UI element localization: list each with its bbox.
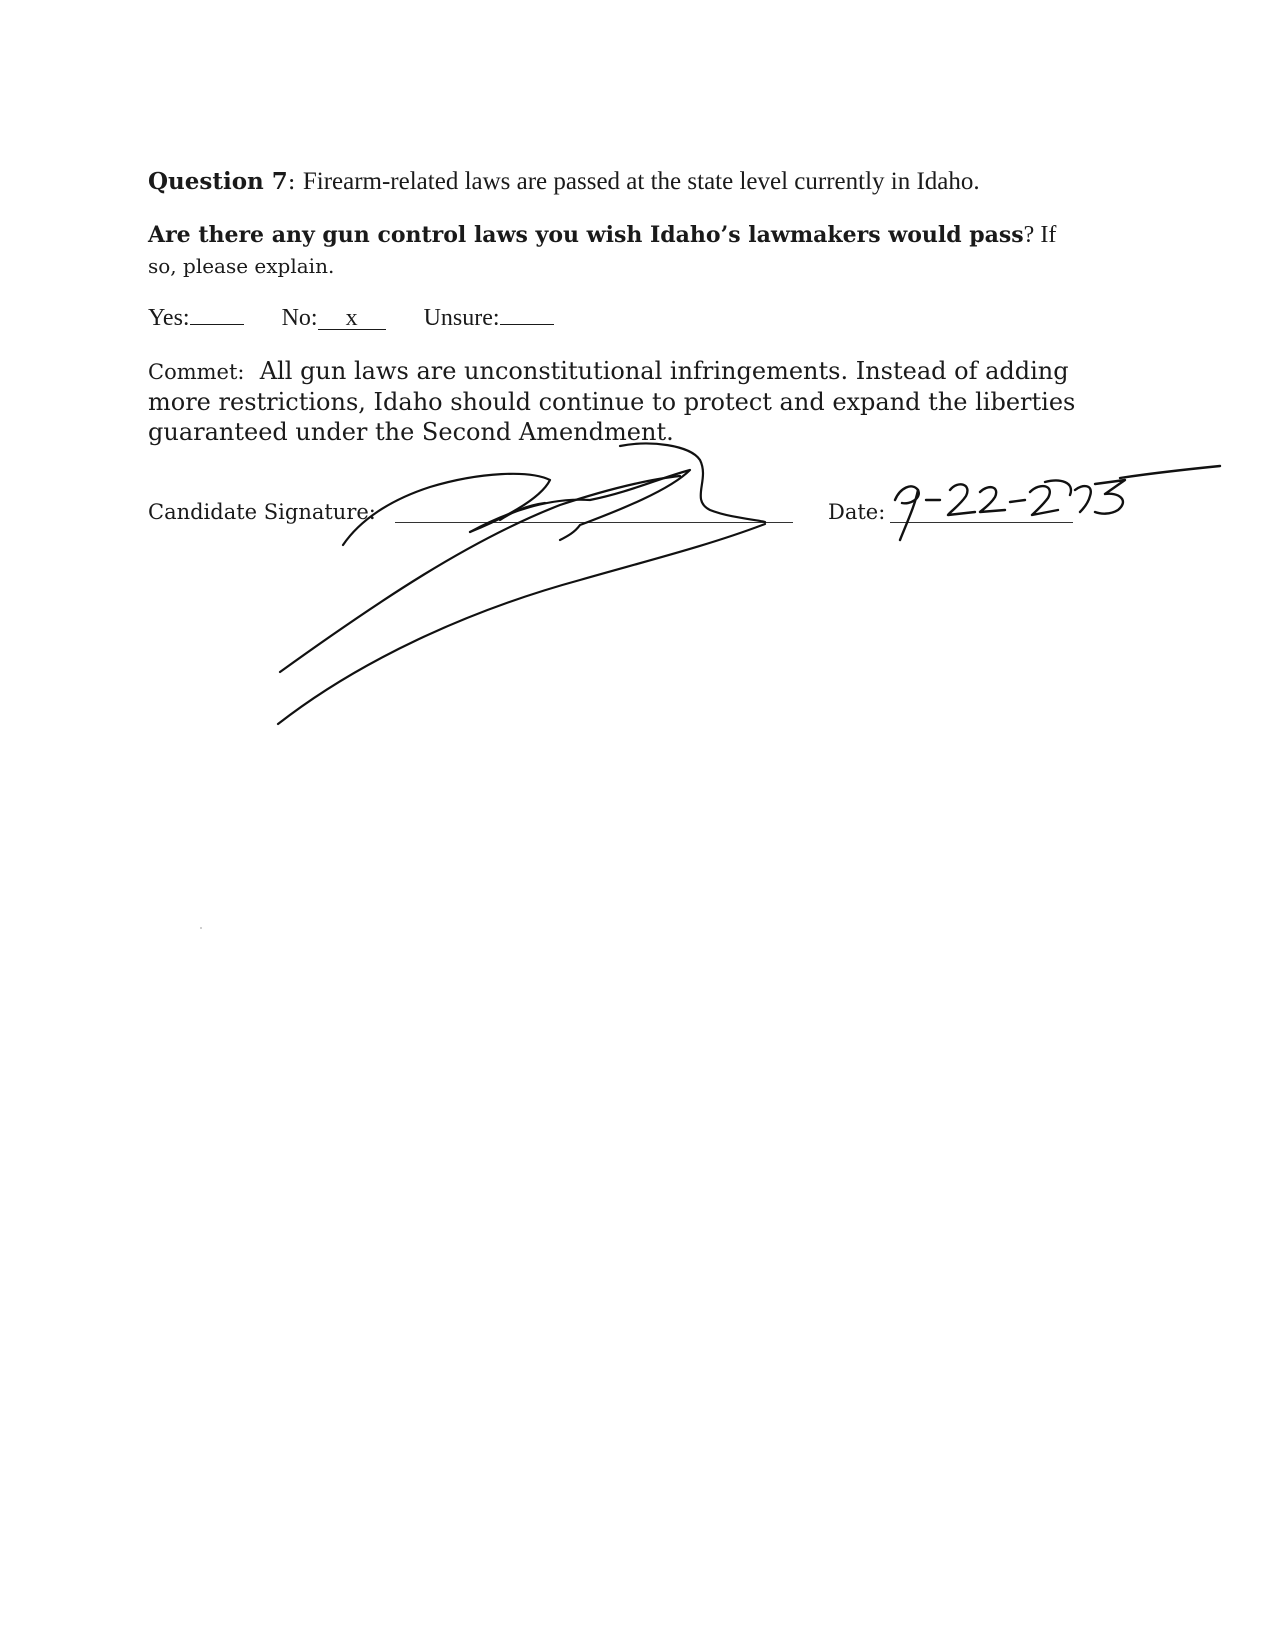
- comment-block: [148, 356, 1128, 447]
- answer-unsure-blank[interactable]: [500, 324, 554, 325]
- question-heading: [148, 168, 980, 196]
- question-prompt-bold: Are there any gun control laws you wish Idaho’s lawmakers would pass: [148, 222, 1024, 248]
- date-line[interactable]: [890, 522, 1073, 523]
- comment-text: All gun laws are unconstitutional infringements. Instead of adding more restrictions, Idaho should continue to protect and expand the liberties guaranteed under the Second Amendment.: [148, 357, 1076, 446]
- answer-options: [148, 305, 586, 332]
- answer-unsure-label: Unsure:: [423, 305, 500, 331]
- question-text: Firearm-related laws are passed at the state level currently in Idaho.: [302, 168, 980, 195]
- answer-yes: [148, 305, 244, 332]
- question-prompt: [148, 222, 1056, 249]
- signature-label: Candidate Signature:: [148, 500, 376, 524]
- question-separator: :: [287, 169, 303, 195]
- answer-yes-blank[interactable]: [190, 324, 244, 325]
- answer-no: [282, 305, 386, 332]
- question-label: Question 7: [148, 168, 288, 195]
- question-prompt-continuation: so, please explain.: [148, 254, 335, 278]
- comment-label: Commet:: [148, 360, 245, 384]
- scan-speck: [200, 927, 202, 929]
- answer-no-blank[interactable]: x: [318, 307, 386, 330]
- signature-line[interactable]: [395, 522, 793, 523]
- answer-yes-label: Yes:: [148, 305, 190, 331]
- date-label: Date:: [828, 500, 886, 524]
- question-prompt-rest: ? If: [1023, 222, 1057, 248]
- answer-no-label: No:: [281, 305, 318, 331]
- answer-unsure: [424, 305, 554, 332]
